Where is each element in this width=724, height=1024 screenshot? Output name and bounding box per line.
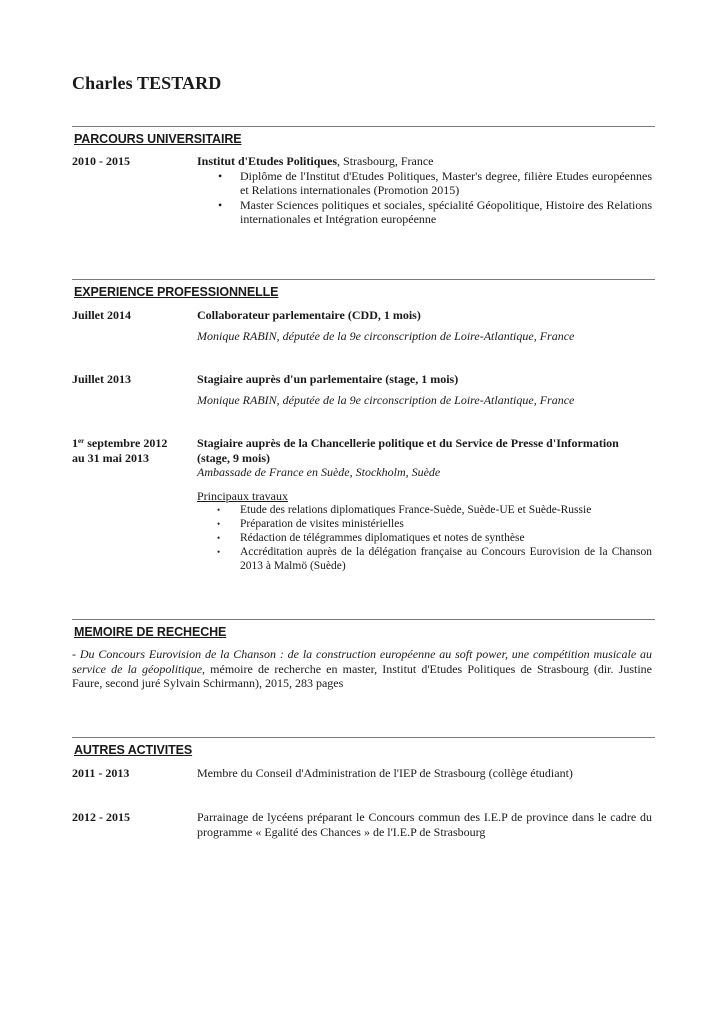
list-item: • Etude des relations diplomatiques France-Suède, Suède-UE et Suède-Russie	[197, 503, 652, 517]
section-title: AUTRES ACTIVITES	[74, 743, 193, 757]
institution-line	[197, 154, 652, 169]
entry-date	[72, 436, 192, 465]
entry-body	[197, 372, 652, 407]
section-title: EXPERIENCE PROFESSIONNELLE	[74, 285, 279, 299]
entry-date: 2012 - 2015	[72, 810, 130, 824]
entry-date: Juillet 2014	[72, 308, 131, 322]
institution-name: Institut d'Etudes Politiques	[197, 154, 338, 168]
section-experience-header	[72, 279, 655, 299]
list-item: • Rédaction de télégrammes diplomatiques et notes de synthèse	[197, 531, 652, 545]
section-education-header	[72, 126, 655, 146]
list-item: • Accréditation auprès de la délégation française au Concours Eurovision de la Chanson 2013 à Malmö (Suède)	[197, 545, 652, 573]
tasks-title: Principaux travaux	[197, 488, 288, 503]
entry-body	[197, 154, 652, 227]
date-rest: septembre 2012	[84, 436, 168, 450]
date-day: 1	[72, 436, 78, 450]
list-item: • Diplôme de l'Institut d'Etudes Politiques, Master's degree, filière Etudes européennes et Relations internationales (Promotion 2015)	[197, 169, 652, 198]
thesis-entry	[72, 647, 652, 691]
thesis-title: - Du Concours Eurovision de la Chanson : de la construction européenne au soft power, une compétition musicale au service de la géopolitique	[72, 647, 652, 676]
tasks-list	[197, 503, 652, 573]
thesis-details: , mémoire de recherche en master, Institut d'Etudes Politiques de Strasbourg (dir. Justine Faure, second juré Sylvain Schirmann), 2015, 283 pages	[72, 661, 652, 690]
entry-body	[197, 308, 652, 343]
role-title: Stagiaire auprès de la Chancellerie politique et du Service de Presse d'Information (stage, 9 mois)	[197, 436, 619, 465]
section-title: MEMOIRE DE RECHECHE	[74, 625, 227, 639]
list-item: • Préparation de visites ministérielles	[197, 517, 652, 531]
entry-date: Juillet 2013	[72, 372, 131, 386]
date-ordinal: er	[78, 437, 85, 445]
entry-body: Parrainage de lycéens préparant le Concours commun des I.E.P de province dans le cadre du programme « Egalité des Chances » de l'I.E.P de Strasbourg	[197, 810, 652, 839]
candidate-name: Charles TESTARD	[72, 73, 222, 93]
list-item: • Master Sciences politiques et sociales, spécialité Géopolitique, Histoire des Relations internationales et Intégration européenne	[197, 198, 652, 227]
entry-date: 2010 - 2015	[72, 154, 130, 168]
date-end: au 31 mai 2013	[72, 450, 150, 465]
section-thesis-header	[72, 619, 655, 639]
institution-location: , Strasbourg, France	[337, 154, 434, 168]
entry-body	[197, 436, 652, 573]
degree-list	[197, 169, 652, 227]
section-activities-header	[72, 737, 655, 757]
employer: Ambassade de France en Suède, Stockholm, Suède	[197, 465, 441, 479]
section-title: PARCOURS UNIVERSITAIRE	[74, 132, 242, 146]
role-title: Stagiaire auprès d'un parlementaire (stage, 1 mois)	[197, 372, 459, 386]
employer: Monique RABIN, députée de la 9e circonscription de Loire-Atlantique, France	[197, 328, 575, 343]
employer: Monique RABIN, députée de la 9e circonscription de Loire-Atlantique, France	[197, 392, 575, 407]
entry-date: 2011 - 2013	[72, 766, 130, 780]
role-title: Collaborateur parlementaire (CDD, 1 mois)	[197, 308, 421, 322]
entry-body: Membre du Conseil d'Administration de l'IEP de Strasbourg (collège étudiant)	[197, 766, 573, 780]
